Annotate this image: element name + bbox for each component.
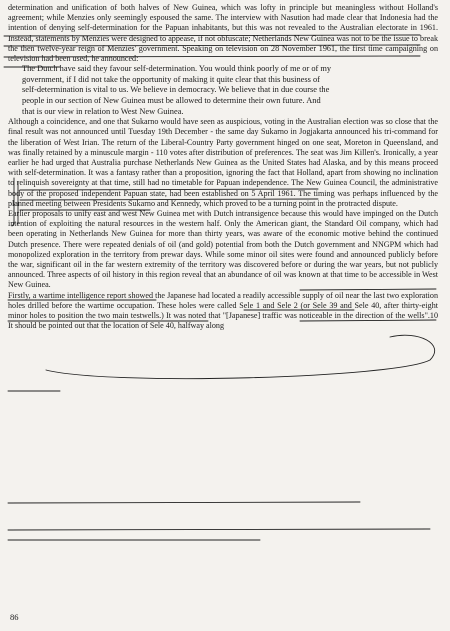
paragraph-4: Firstly, a wartime intelligence report showed the Japanese had located a readily accessible supply of oil near the last two exploration holes drilled before the wartime occupation. These holes were called Sele 1 and Sele 2 (or Sele 39 and Sele 40, after thirty-eight minor holes to position the two main testwells.) It was noted that "[Japanese] traffic was noticeable in the direction of the wells".10 It should be pointed out that the location of Sele 40, halfway along bbox=[8, 290, 438, 331]
page-number: 86 bbox=[10, 612, 19, 622]
menzies-quote: The Dutch have said they favour self-determination. You would think poorly of me or of my government, if I did not take the opportunity of making it quite clear that this business of self-determination is vital to us. We believe in democracy. We believe that in due course the people in our section of New Guinea must be allowed to determine their own future. And that is our view in relation to West New Guinea. bbox=[22, 64, 332, 116]
paragraph-2: Although a coincidence, and one that Sukarno would have seen as auspicious, voting in the Australian election was so close that the final result was not announced until Tuesday 19th December - the same day Sukarno in Jogjakarta announced his tri-command for the liberation of West Irian. The return of the Liberal-Country Party government hinged on one seat, Moreton in Queensland, and was finally retained by a minuscule margin - 110 votes after distribution of preferences. The seat was Jim Killen's. Ironically, a year earlier he had urged that Australia purchase Netherlands New Guinea as the United States had Alaska, and by this means proceed with self-determination. It was a fantasy rather than a proposition, ignoring the fact that Holland, apart from showing no inclination to relinquish sovereignty at that time, still had no timetable for Papuan independence. The New Guinea Council, the administrative body of the proposed independent Papuan state, had been established on 5 April 1961. The timing was perhaps influenced by the planned meeting between Presidents Sukarno and Kennedy, which proved to be a turning point in the protracted dispute. bbox=[8, 117, 438, 208]
paragraph-3: Earlier proposals to unify east and west New Guinea met with Dutch intransigence because this would have impinged on the Dutch intention of exploiting the natural resources in the western half. Only the American giant, the Standard Oil company, which had been operating in Netherlands New Guinea for more than thirty years, was aware of the economic motive behind the continued Dutch presence. There were repeated denials of oil (and gold) potential from both the Dutch government and NNGPM which had monopolized exploration in the territory from prewar days. While some minor oil sites were found and announced publicly before the war, significant oil in the far western extremity of the territory was discovered before or during the war years, but not publicly announced. Three aspects of oil history in this region reveal that an abundance of oil was known at that time to be accessible in West New Guinea. bbox=[8, 209, 438, 290]
paragraph-1: determination and unification of both halves of New Guinea, which was lofty in principle but meaningless without Holland's agreement; while Menzies only seemingly espoused the same. The interview with Nasution had made clear that Indonesia had the intention of denying self-determination for the Papuan inhabitants, but this was not revealed to the Australian electorate in 1961. Instead, statements by Menzies were designed to appease, if not obfuscate; Netherlands New Guinea was not to be the issue to break the then twelve-year reign of Menzies' government. Speaking on television on 28 November 1961, the first time campaigning on television had been used, he announced: bbox=[8, 3, 438, 64]
